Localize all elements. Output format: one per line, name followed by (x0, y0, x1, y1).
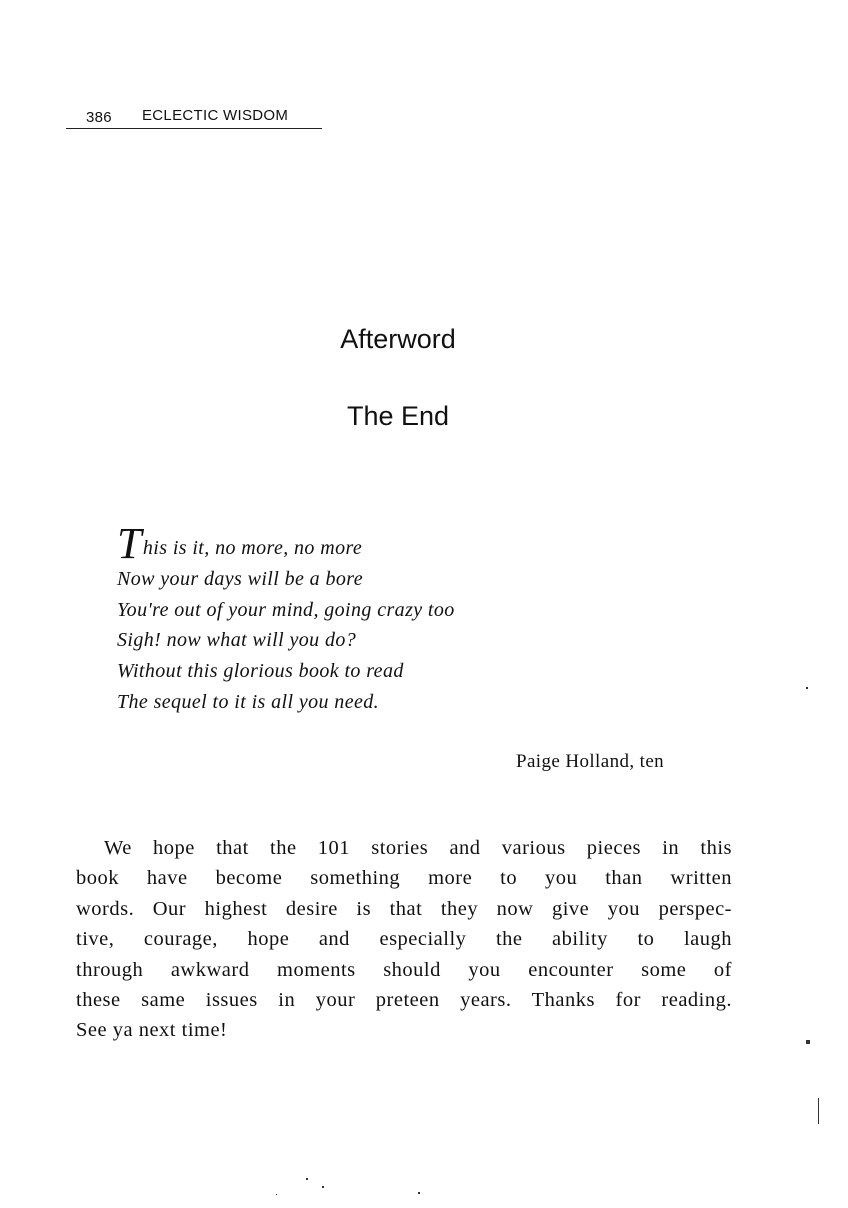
poem-line: Sigh! now what will you do? (117, 629, 357, 651)
paragraph-line: We hope that the 101 stories and various pieces in this (104, 837, 732, 859)
paragraph-line: book have become something more to you than written (76, 867, 732, 890)
scan-speck (418, 1192, 420, 1194)
chapter-title: Afterword (340, 324, 456, 354)
scan-mark (818, 1098, 819, 1124)
poem-line: Without this glorious book to read (117, 660, 404, 682)
poem-line: You're out of your mind, going crazy too (117, 599, 455, 621)
chapter-subtitle: The End (346, 401, 450, 431)
scan-speck (806, 1040, 810, 1044)
paragraph-line: words. Our highest desire is that they now give you perspec- (76, 897, 732, 920)
scan-speck (306, 1178, 308, 1180)
paragraph-line: tive, courage, hope and especially the ability to laugh (76, 928, 732, 951)
closing-paragraph (76, 833, 732, 1046)
poem-line-first (117, 518, 363, 568)
running-head-title: ECLECTIC WISDOM (142, 107, 289, 124)
drop-cap: T (117, 519, 142, 568)
scan-speck (276, 1194, 277, 1195)
paragraph-line: these same issues in your preteen years. Thanks for reading. (76, 989, 732, 1012)
scan-speck (322, 1186, 324, 1188)
poem-line-text: his is it, no more, no more (142, 537, 363, 559)
paragraph-line: See ya next time! (76, 1019, 228, 1042)
poem-attribution: Paige Holland, ten (516, 751, 665, 772)
running-head (66, 106, 322, 129)
paragraph-line: through awkward moments should you encounter some of (76, 958, 732, 981)
page-number: 386 (86, 109, 112, 126)
poem-line: Now your days will be a bore (117, 568, 364, 590)
scan-speck (806, 687, 808, 689)
poem-line: The sequel to it is all you need. (117, 691, 380, 713)
